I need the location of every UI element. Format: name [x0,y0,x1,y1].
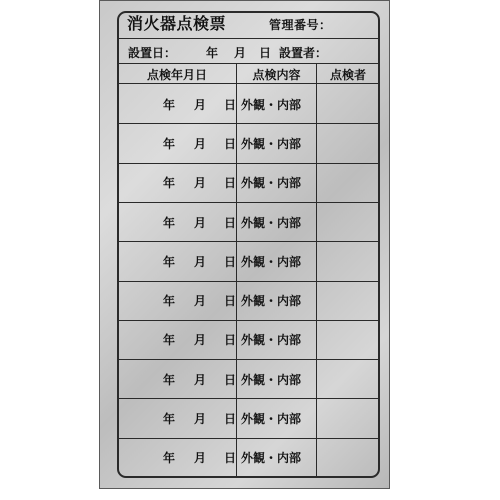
row-day-label: 日 [224,412,237,426]
install-year-label: 年 [206,46,219,60]
row-year-label: 年 [163,255,176,269]
row-inspection-content: 外観・内部 [241,216,302,230]
column-divider [236,63,237,477]
install-day-label: 日 [259,46,272,60]
row-day-label: 日 [224,216,237,230]
row-month-label: 月 [194,216,207,230]
row-divider [118,123,379,124]
row-inspector-field[interactable] [320,206,376,237]
row-day-label: 日 [224,333,237,347]
row-inspection-content: 外観・内部 [241,451,302,465]
row-month-label: 月 [194,294,207,308]
header-divider [118,83,379,84]
row-inspection-content: 外観・内部 [241,137,302,151]
installer-label: 設置者： [279,46,328,60]
row-day-label: 日 [224,137,237,151]
row-inspection-content: 外観・内部 [241,373,302,387]
header-inspection-content: 点検内容 [252,68,301,82]
row-inspection-content: 外観・内部 [241,176,302,190]
header-inspector: 点検者 [329,68,366,82]
row-year-label: 年 [163,216,176,230]
row-inspector-field[interactable] [320,442,376,473]
row-month-label: 月 [194,176,207,190]
row-divider [118,163,379,164]
row-inspector-field[interactable] [320,167,376,198]
row-inspection-content: 外観・内部 [241,412,302,426]
row-year-label: 年 [163,451,176,465]
row-month-label: 月 [194,412,207,426]
row-year-label: 年 [163,176,176,190]
row-divider [118,398,379,399]
row-inspection-content: 外観・内部 [241,294,302,308]
row-year-label: 年 [163,137,176,151]
row-inspection-content: 外観・内部 [241,255,302,269]
row-day-label: 日 [224,98,237,112]
column-divider [316,63,317,477]
row-month-label: 月 [194,255,207,269]
row-month-label: 月 [194,137,207,151]
form-title: 消火器点検票 [127,14,227,33]
row-inspector-field[interactable] [320,402,376,433]
row-divider [118,202,379,203]
row-inspection-content: 外観・内部 [241,333,302,347]
row-year-label: 年 [163,294,176,308]
row-month-label: 月 [194,98,207,112]
row-inspector-field[interactable] [320,285,376,316]
management-number-label: 管理番号： [269,18,332,32]
divider [118,63,379,64]
install-date-label: 設置日： [128,46,177,60]
install-month-label: 月 [234,46,247,60]
row-day-label: 日 [224,176,237,190]
row-divider [118,281,379,282]
row-day-label: 日 [224,255,237,269]
row-year-label: 年 [163,98,176,112]
row-divider [118,359,379,360]
row-month-label: 月 [194,373,207,387]
row-month-label: 月 [194,333,207,347]
row-inspection-content: 外観・内部 [241,98,302,112]
row-month-label: 月 [194,451,207,465]
row-year-label: 年 [163,333,176,347]
row-year-label: 年 [163,373,176,387]
row-divider [118,241,379,242]
row-day-label: 日 [224,373,237,387]
row-inspector-field[interactable] [320,363,376,394]
row-divider [118,320,379,321]
row-divider [118,438,379,439]
row-inspector-field[interactable] [320,88,376,119]
row-day-label: 日 [224,294,237,308]
row-inspector-field[interactable] [320,245,376,276]
row-day-label: 日 [224,451,237,465]
row-year-label: 年 [163,412,176,426]
divider [118,38,379,39]
row-inspector-field[interactable] [320,127,376,158]
header-inspection-date: 点検年月日 [146,68,207,82]
row-inspector-field[interactable] [320,324,376,355]
